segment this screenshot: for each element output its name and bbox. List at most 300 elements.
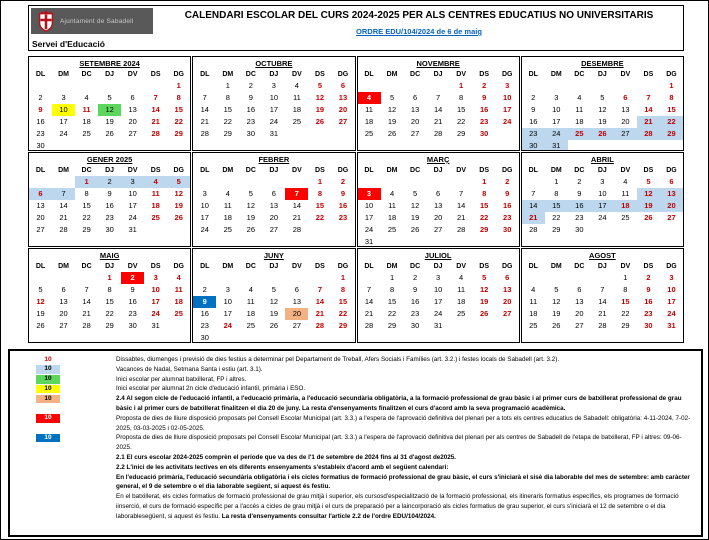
legend-row: [16, 384, 695, 394]
weekday-header: DJ: [269, 167, 279, 174]
day-cell: 15: [387, 297, 397, 306]
day-cell: 8: [623, 285, 628, 294]
day-cell: 12: [315, 93, 325, 102]
day-cell: 16: [529, 117, 538, 126]
day-cell: 18: [529, 309, 538, 318]
day-cell: 1: [317, 177, 322, 186]
day-cell: 13: [59, 297, 68, 306]
day-cell: 25: [568, 128, 591, 140]
day-cell: 4: [459, 273, 464, 282]
day-cell: 22: [480, 213, 489, 222]
day-cell: 14: [59, 201, 68, 210]
day-cell: 24: [269, 117, 279, 126]
day-cell: 1: [225, 81, 230, 90]
empty-cell: [591, 140, 614, 151]
day-cell: 13: [621, 105, 630, 114]
empty-cell: [75, 80, 98, 92]
day-cell: 29: [223, 129, 232, 138]
empty-cell: [167, 140, 190, 151]
weekday-header: DJ: [433, 167, 443, 174]
weekday-header: DM: [386, 263, 398, 270]
weekday-header: DS: [315, 167, 325, 174]
day-cell: 22: [223, 117, 232, 126]
weekday-header: DV: [456, 263, 466, 270]
legend-text: Inici escolar per alumnat 2n cicle d'educació infantil, primària i ESO.: [116, 385, 306, 393]
day-cell: 15: [667, 105, 676, 114]
empty-cell: [614, 224, 637, 236]
day-cell: 9: [531, 105, 536, 114]
weekday-header: DM: [386, 71, 398, 78]
day-cell: 9: [130, 285, 135, 294]
day-cell: 10: [552, 105, 561, 114]
day-cell: 10: [503, 93, 512, 102]
day-cell: 21: [522, 212, 545, 224]
weekday-header: DS: [643, 167, 654, 174]
day-cell: 4: [144, 176, 167, 188]
day-cell: 11: [529, 297, 538, 306]
weekday-header: DM: [222, 71, 234, 78]
day-cell: 7: [153, 93, 158, 102]
day-cell: 18: [82, 117, 91, 126]
day-cell: 22: [174, 117, 183, 126]
day-cell: 24: [151, 309, 160, 318]
day-cell: 2: [38, 93, 43, 102]
day-cell: 27: [614, 128, 637, 140]
day-cell: 12: [98, 104, 121, 116]
day-cell: 14: [82, 297, 91, 306]
weekday-header: DG: [501, 167, 513, 174]
day-cell: 4: [623, 177, 628, 186]
month-juliol: [357, 248, 520, 343]
weekday-header: DL: [364, 71, 374, 78]
day-cell: 23: [105, 213, 114, 222]
month-title: JULIOL: [424, 251, 452, 260]
weekday-header: DL: [35, 263, 46, 270]
weekday-header: DL: [528, 167, 538, 174]
day-cell: 5: [248, 189, 253, 198]
day-cell: 30: [410, 321, 420, 330]
day-cell: 6: [340, 81, 346, 90]
day-cell: 17: [59, 117, 68, 126]
day-cell: 18: [246, 309, 255, 318]
empty-cell: [144, 224, 167, 236]
day-cell: 17: [151, 297, 160, 306]
legend-row: [16, 414, 695, 434]
legend-row: [16, 463, 695, 473]
day-cell: 24: [200, 225, 209, 234]
day-cell: 2: [531, 93, 536, 102]
day-cell: 15: [338, 297, 348, 306]
day-cell: 10: [128, 189, 137, 198]
day-cell: 12: [36, 297, 45, 306]
day-cell: 24: [59, 129, 68, 138]
empty-cell: [427, 80, 450, 92]
day-cell: 27: [575, 321, 584, 330]
day-cell: 18: [292, 105, 302, 114]
day-cell: 2: [248, 81, 253, 90]
empty-cell: [29, 272, 52, 284]
weekday-header: DC: [574, 263, 585, 270]
day-cell: 8: [107, 285, 112, 294]
day-cell: 19: [315, 105, 325, 114]
weekday-header: DC: [574, 71, 585, 78]
day-cell: 4: [577, 93, 582, 102]
ajuntament-sabadell-logo: [31, 8, 153, 34]
day-cell: 18: [387, 213, 397, 222]
day-cell: 15: [82, 201, 91, 210]
day-cell: 25: [82, 129, 91, 138]
empty-cell: [358, 272, 381, 284]
day-cell: 28: [82, 321, 91, 330]
weekday-header: DC: [245, 71, 256, 78]
day-cell: 16: [246, 105, 255, 114]
weekday-header: DJ: [597, 263, 607, 270]
ordre-edu-link[interactable]: ORDRE EDU/104/2024 de 6 de maig: [356, 27, 482, 36]
month-title: FEBRER: [258, 155, 290, 164]
day-cell: 2: [340, 177, 346, 186]
legend-row: [16, 433, 695, 453]
weekday-header: DC: [81, 263, 92, 270]
empty-cell: [496, 320, 519, 332]
day-cell: 16: [200, 309, 209, 318]
day-cell: 8: [317, 189, 322, 198]
empty-cell: [568, 140, 591, 151]
day-cell: 14: [315, 297, 325, 306]
weekday-header: DJ: [269, 71, 279, 78]
day-cell: 25: [223, 225, 232, 234]
empty-cell: [239, 272, 262, 284]
empty-cell: [308, 332, 331, 343]
day-cell: 28: [364, 321, 374, 330]
empty-cell: [52, 272, 75, 284]
day-cell: 13: [660, 188, 683, 200]
day-cell: 21: [82, 309, 91, 318]
weekday-header: DV: [620, 71, 631, 78]
weekday-header: DM: [58, 71, 69, 78]
day-cell: 24: [545, 128, 568, 140]
empty-cell: [545, 272, 568, 284]
day-cell: 11: [246, 297, 255, 306]
day-cell: 12: [598, 105, 607, 114]
day-cell: 26: [480, 309, 489, 318]
day-cell: 28: [59, 225, 68, 234]
weekday-header: DJ: [105, 167, 115, 174]
day-cell: 30: [128, 321, 137, 330]
weekday-header: DM: [222, 167, 234, 174]
day-cell: 6: [294, 285, 299, 294]
day-cell: 4: [531, 285, 536, 294]
day-cell: 4: [248, 285, 253, 294]
day-cell: 8: [669, 93, 674, 102]
empty-cell: [262, 176, 285, 188]
day-cell: 23: [410, 309, 420, 318]
weekday-header: DM: [58, 263, 69, 270]
weekday-header: DC: [81, 167, 92, 174]
day-cell: 22: [315, 213, 325, 222]
day-cell: 12: [269, 297, 279, 306]
weekday-header: DC: [81, 71, 92, 78]
month-title: OCTUBRE: [255, 59, 293, 68]
day-cell: 30: [480, 129, 489, 138]
day-cell: 16: [338, 201, 348, 210]
day-cell: 13: [128, 105, 137, 114]
legend-text: Inici escolar per alumnat batxillerat, FP i altres.: [116, 375, 247, 383]
legend-text-bold-end: La resta d'ensenyaments consultar l'article 2.2 de l'ordre EDU/104/2024.: [221, 512, 436, 520]
weekday-header: DG: [337, 71, 349, 78]
day-cell: 15: [621, 297, 630, 306]
month-title: MAIG: [99, 251, 120, 260]
month-març: [357, 152, 520, 247]
day-cell: 28: [637, 128, 660, 140]
day-cell: 17: [128, 201, 137, 210]
weekday-header: DG: [666, 167, 677, 174]
day-cell: 21: [637, 116, 660, 128]
day-cell: 28: [456, 225, 466, 234]
legend-swatch-green: 10: [36, 375, 60, 384]
weekday-header: DG: [173, 71, 184, 78]
day-cell: 29: [387, 321, 397, 330]
day-cell: 1: [669, 81, 674, 90]
day-cell: 3: [271, 81, 276, 90]
day-cell: 3: [669, 273, 674, 282]
empty-cell: [404, 236, 427, 247]
day-cell: 16: [410, 297, 420, 306]
empty-cell: [404, 176, 427, 188]
day-cell: 19: [480, 297, 489, 306]
empty-cell: [381, 80, 404, 92]
day-cell: 4: [225, 189, 230, 198]
day-cell: 3: [153, 273, 158, 282]
day-cell: 11: [388, 201, 396, 210]
day-cell: 18: [364, 117, 374, 126]
legend-spacer: [36, 473, 60, 482]
day-cell: 19: [410, 213, 420, 222]
day-cell: 12: [480, 285, 489, 294]
day-cell: 27: [269, 225, 279, 234]
empty-cell: [193, 272, 216, 284]
weekday-header: DV: [292, 167, 302, 174]
day-cell: 14: [598, 297, 607, 306]
empty-cell: [568, 80, 591, 92]
empty-cell: [144, 80, 167, 92]
day-cell: 5: [38, 285, 43, 294]
day-cell: 14: [200, 105, 209, 114]
weekday-header: DG: [666, 71, 677, 78]
day-cell: 11: [223, 201, 232, 210]
day-cell: 10: [598, 189, 607, 198]
day-cell: 11: [365, 105, 373, 114]
weekday-header: DC: [410, 263, 421, 270]
day-cell: 30: [105, 225, 114, 234]
weekday-header: DL: [35, 167, 46, 174]
weekday-header: DM: [222, 263, 234, 270]
day-cell: 6: [577, 285, 582, 294]
empty-cell: [216, 272, 239, 284]
weekday-header: DL: [200, 167, 210, 174]
day-cell: 8: [482, 189, 487, 198]
day-cell: 24: [598, 213, 607, 222]
legend-swatch-redtext: 10: [36, 356, 60, 365]
day-cell: 10: [223, 297, 232, 306]
empty-cell: [308, 224, 331, 236]
day-cell: 15: [480, 201, 489, 210]
day-cell: 22: [338, 309, 348, 318]
empty-cell: [358, 80, 381, 92]
day-cell: 19: [637, 200, 660, 212]
day-cell: 3: [202, 189, 207, 198]
empty-cell: [29, 176, 52, 188]
day-cell: 19: [269, 309, 279, 318]
sabadell-crest-icon: [36, 10, 56, 32]
day-cell: 25: [529, 321, 538, 330]
day-cell: 13: [503, 285, 512, 294]
day-cell: 28: [151, 129, 160, 138]
day-cell: 6: [436, 189, 441, 198]
day-cell: 5: [554, 285, 559, 294]
day-cell: 2: [482, 81, 487, 90]
legend-row: [16, 375, 695, 385]
day-cell: 18: [151, 201, 160, 210]
day-cell: 11: [621, 189, 630, 198]
month-title: MARÇ: [426, 155, 450, 164]
day-cell: 11: [457, 285, 466, 294]
day-cell: 20: [433, 213, 443, 222]
day-cell: 24: [128, 213, 137, 222]
day-cell: 1: [107, 273, 112, 282]
empty-cell: [52, 176, 75, 188]
weekday-header: DG: [173, 263, 184, 270]
day-cell: 28: [292, 225, 302, 234]
day-cell: 5: [317, 81, 322, 90]
weekday-header: DV: [292, 263, 302, 270]
day-cell: 2: [98, 176, 121, 188]
day-cell: 28: [433, 129, 443, 138]
day-cell: 26: [410, 225, 420, 234]
day-cell: 15: [315, 201, 325, 210]
day-cell: 12: [387, 105, 397, 114]
day-cell: 26: [36, 321, 45, 330]
empty-cell: [381, 236, 404, 247]
empty-cell: [591, 80, 614, 92]
day-cell: 29: [105, 321, 114, 330]
day-cell: 20: [269, 213, 279, 222]
empty-cell: [167, 224, 190, 236]
day-cell: 11: [82, 105, 91, 114]
weekday-header: DS: [315, 263, 325, 270]
empty-cell: [473, 320, 496, 332]
header: [28, 5, 684, 51]
day-cell: 27: [59, 321, 68, 330]
empty-cell: [75, 140, 98, 151]
empty-cell: [496, 236, 519, 247]
empty-cell: [98, 140, 121, 151]
day-cell: 16: [480, 105, 489, 114]
day-cell: 9: [505, 189, 510, 198]
month-title: SETEMBRE 2024: [79, 59, 140, 68]
day-cell: 23: [200, 321, 209, 330]
day-cell: 1: [623, 273, 628, 282]
legend-text: En l'educació primària, l'educació secundària obligatòria i els cicles formatius de formació professional de grau bàsic, el curs s'iniciarà el sisè dia laborable del mes de setembre: amb caràcter general, el 9 de setembre o el dia laborable següent, si aquest és festiu.: [116, 473, 690, 491]
day-cell: 25: [456, 309, 466, 318]
day-cell: 2: [577, 177, 582, 186]
day-cell: 13: [338, 93, 348, 102]
legend-spacer: [36, 463, 60, 472]
day-cell: 31: [545, 140, 568, 151]
empty-cell: [75, 272, 98, 284]
day-cell: 27: [667, 213, 676, 222]
day-cell: 12: [246, 201, 255, 210]
day-cell: 23: [575, 213, 584, 222]
legend-text: 2.1 El curs escolar 2024-2025 comprèn el període que va des de l'1 de setembre de 2024 fins al 31 d'agost de2025.: [116, 453, 457, 461]
logo-label: Ajuntament de Sabadell: [60, 17, 134, 25]
weekday-header: DC: [410, 71, 421, 78]
day-cell: 9: [340, 189, 346, 198]
day-cell: 7: [531, 189, 536, 198]
day-cell: 25: [151, 213, 160, 222]
day-cell: 8: [554, 189, 559, 198]
day-cell: 5: [600, 93, 605, 102]
legend-swatch-bluebg: 10: [36, 434, 60, 443]
day-cell: 31: [433, 321, 443, 330]
month-title: NOVEMBRE: [416, 59, 460, 68]
empty-cell: [427, 176, 450, 188]
empty-cell: [29, 80, 52, 92]
day-cell: 10: [667, 285, 676, 294]
day-cell: 10: [433, 285, 443, 294]
day-cell: 12: [174, 189, 183, 198]
weekday-header: DS: [643, 71, 654, 78]
day-cell: 21: [315, 309, 325, 318]
empty-cell: [216, 332, 239, 343]
day-cell: 24: [364, 225, 374, 234]
day-cell: 8: [84, 189, 89, 198]
day-cell: 26: [644, 213, 653, 222]
day-cell: 24: [667, 309, 676, 318]
legend-row: [16, 394, 695, 414]
day-cell: 19: [552, 309, 561, 318]
day-cell: 7: [202, 93, 207, 102]
day-cell: 17: [503, 105, 512, 114]
day-cell: 31: [364, 237, 374, 246]
weekday-header: DG: [173, 167, 184, 174]
weekday-header: DV: [127, 167, 138, 174]
day-cell: 8: [389, 285, 395, 294]
day-cell: 16: [105, 201, 114, 210]
empty-cell: [262, 332, 285, 343]
day-cell: 26: [591, 128, 614, 140]
day-cell: 13: [410, 105, 420, 114]
day-cell: 7: [52, 188, 75, 200]
day-cell: 27: [292, 321, 302, 330]
day-cell: 1: [554, 177, 559, 186]
day-cell: 3: [121, 176, 144, 188]
empty-cell: [637, 80, 660, 92]
weekday-header: DL: [364, 167, 374, 174]
day-cell: 22: [82, 213, 91, 222]
day-cell: 26: [269, 321, 279, 330]
day-cell: 22: [105, 309, 114, 318]
day-cell: 30: [246, 129, 255, 138]
day-cell: 4: [84, 93, 89, 102]
weekday-header: DJ: [433, 263, 443, 270]
day-cell: 5: [389, 93, 395, 102]
day-cell: 21: [151, 117, 160, 126]
day-cell: 12: [552, 297, 561, 306]
day-cell: 8: [340, 285, 346, 294]
day-cell: 22: [387, 309, 397, 318]
empty-cell: [450, 320, 473, 332]
empty-cell: [545, 80, 568, 92]
